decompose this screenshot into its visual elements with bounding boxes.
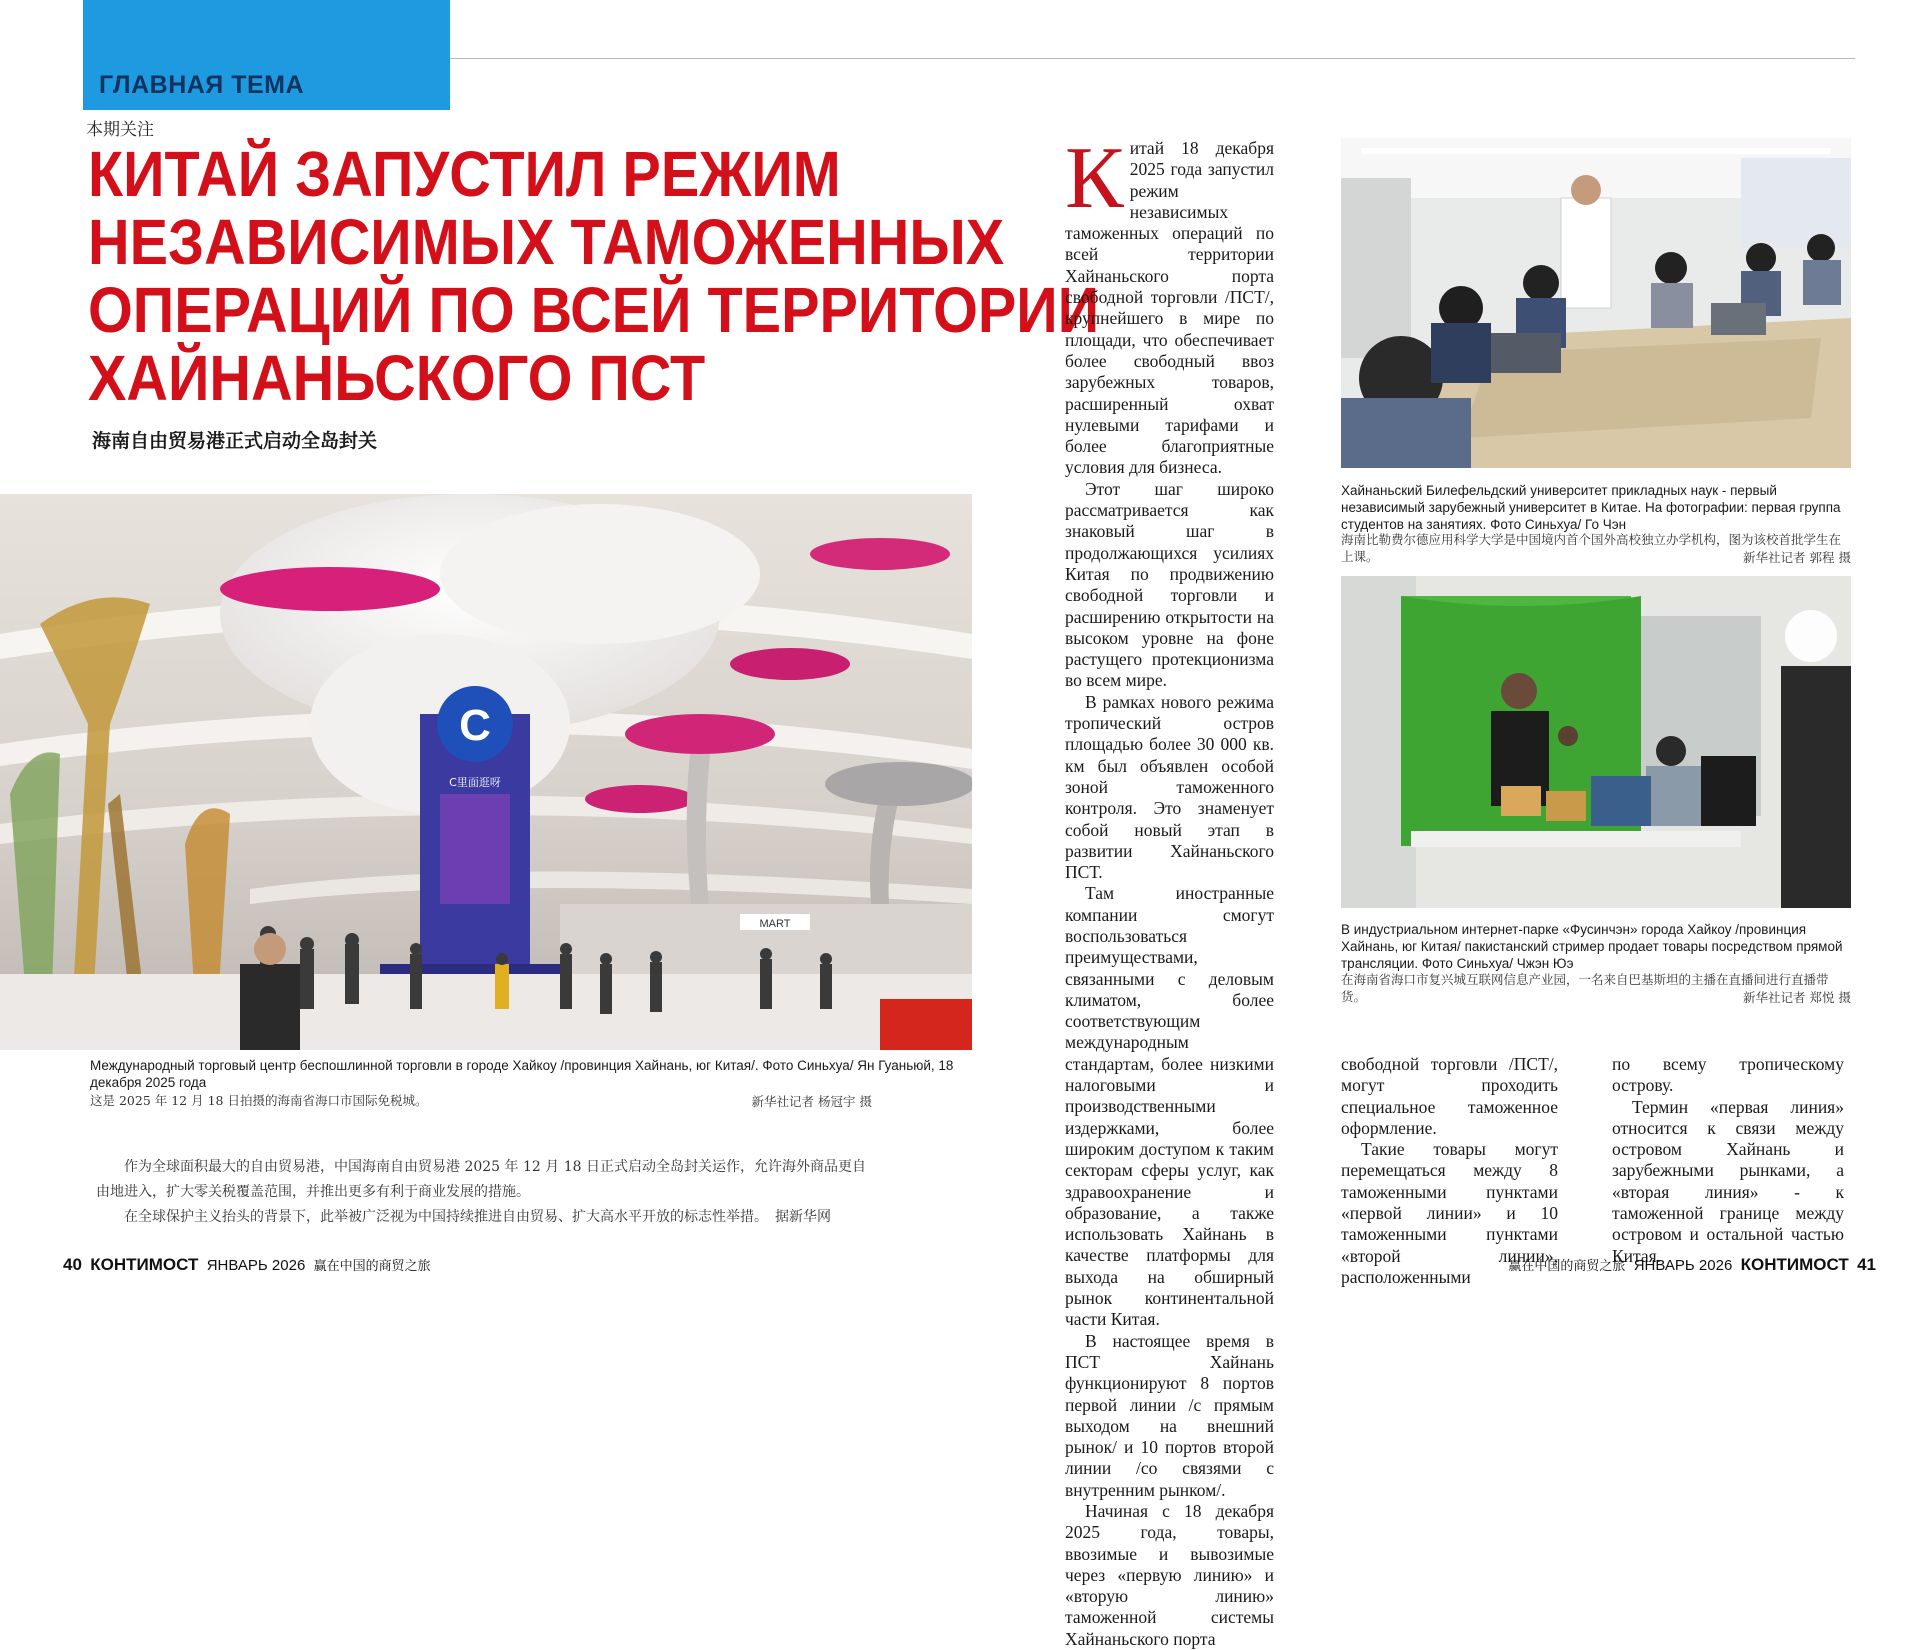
article-column-1 [1065, 130, 1274, 1650]
article-paragraph: Такие товары могут перемещаться между 8 таможенными пунктами «первой линии» и 10 таможенными пунктами «второй линии», расположенными [1341, 1139, 1558, 1287]
brand-right: КОНТИМОСТ [1740, 1255, 1849, 1274]
article-paragraph: Начиная с 18 декабря 2025 года, товары, ввозимые и вывозимые через «первую линию» и «вторую линию» таможенной системы Хайнаньского порта [1065, 1501, 1274, 1649]
headline-line: ХАЙНАНЬСКОГО ПСТ [88, 342, 706, 414]
main-photo-caption: Международный торговый центр беспошлинной торговли в городе Хайкоу /провинция Хайнань, юг Китая/. Фото Синьхуа/ Ян Гуаньюй, 18 декабря 2025 года [90, 1058, 954, 1090]
subtitle-cn: 海南自由贸易港正式启动全岛封关 [92, 430, 378, 452]
brand-left: КОНТИМОСТ [90, 1255, 199, 1274]
article-paragraph: Там иностранные компании смогут воспользоваться преимуществами, связанными с деловым климатом, более соответствующим международным стандартам, более низкими налоговыми и производственными издержками, более широким доступом к таким секторам сферы услуг, как здравоохранение и образование, а также использовать Хайнань в качестве платформы для выхода на обширный рынок континентальной части Китая. [1065, 883, 1274, 1330]
article-paragraph: В рамках нового режима тропический остров площадью более 30 000 кв. км был объявлен особой зоной таможенного контроля. Это знаменует собой новый этап в развитии Хайнаньского ПСТ. [1065, 691, 1274, 883]
photo-classroom-caption: Хайнаньский Билефельдский университет прикладных наук - первый независимый зарубежный университет в Китае. На фотографии: первая группа студентов на занятиях. Фото Синьхуа/ Го Чэн [1341, 483, 1841, 532]
cn-summary-paragraph: 在全球保护主义抬头的背景下，此举被广泛视为中国持续推进自由贸易、扩大高水平开放的标志性举措。 据新华网 [124, 1209, 831, 1225]
cn-summary [96, 1155, 878, 1230]
slogan-left: 赢在中国的商贸之旅 [313, 1259, 431, 1274]
page-number-right: 41 [1857, 1255, 1876, 1274]
issue-right: ЯНВАРЬ 2026 [1633, 1257, 1733, 1274]
sign-tower-logo: C [459, 701, 491, 750]
photo-streamer [1341, 576, 1851, 908]
article-paragraph: свободной торговли /ПСТ/, могут проходить специальное таможенное оформление. [1341, 1054, 1558, 1138]
main-photo-caption-cn: 这是 2025 年 12 月 18 日拍摄的海南省海口市国际免税城。 [90, 1093, 428, 1108]
section-title-cn: 本期关注 [86, 120, 154, 140]
main-photo-credit: 新华社记者 杨冠宇 摄 [751, 1094, 872, 1109]
issue-left: ЯНВАРЬ 2026 [206, 1257, 306, 1274]
headline-line: КИТАЙ ЗАПУСТИЛ РЕЖИМ [88, 138, 841, 210]
article-paragraph-text: итай 18 декабря 2025 года запустил режим независимых таможенных операций по всей территории Хайнаньского порта свободной торговли /ПСТ/, крупнейшего в мире по площади, что обеспечивает более свободный ввоз зарубежных товаров, расширенный охват нулевыми тарифами и более благоприятные условия для бизнеса. [1065, 138, 1274, 478]
footer-left [63, 1255, 431, 1275]
article-paragraph: Этот шаг широко рассматривается как знаковый шаг в продолжающихся усилиях Китая по продвижению свободной торговли и расширению открытости на высоком уровне на фоне растущего протекционизма во всем мире. [1065, 478, 1274, 691]
photo-classroom-credit: 新华社记者 郭程 摄 [1743, 550, 1851, 565]
article-paragraph: В настоящее время в ПСТ Хайнань функционируют 8 портов первой линии /с прямым выходом на внешний рынок/ и 10 портов второй линии /со связями с внутренним рынком/. [1065, 1330, 1274, 1500]
article-column-2 [1341, 1054, 1558, 1288]
photo-classroom-caption-cn: 海南比勒费尔德应用科学大学是中国境内首个国外高校独立办学机构，图为该校首批学生在上课。 [1341, 532, 1842, 564]
main-photo-mall [0, 494, 972, 1050]
sign-tower-text: C里面逛呀 [449, 776, 501, 789]
article-paragraph: по всему тропическому острову. [1612, 1054, 1844, 1096]
drop-cap: К [1065, 130, 1124, 227]
photo-classroom [1341, 138, 1851, 468]
article-paragraph: Термин «первая линия» относится к связи между островом Хайнань и зарубежными рынками, а «вторая линия» - к таможенной границе между островом и остальной частью Китая. [1612, 1096, 1844, 1266]
section-title: ГЛАВНАЯ ТЕМА [99, 71, 305, 99]
top-rule [450, 58, 1855, 59]
headline-line: ОПЕРАЦИЙ ПО ВСЕЙ ТЕРРИТОРИИ [88, 274, 1100, 346]
page-number-left: 40 [63, 1255, 82, 1274]
cn-summary-paragraph: 作为全球面积最大的自由贸易港，中国海南自由贸易港 2025 年 12 月 18 日正式启动全岛封关运作，允许海外商品更自由地进入，扩大零关税覆盖范围，并推出更多有利于商业发展的措施。 [96, 1159, 866, 1200]
photo-streamer-caption-cn: 在海南省海口市复兴城互联网信息产业园，一名来自巴基斯坦的主播在直播间进行直播带货。 [1341, 972, 1829, 1004]
photo-streamer-credit: 新华社记者 郑悦 摄 [1743, 990, 1851, 1005]
headline-line: НЕЗАВИСИМЫХ ТАМОЖЕННЫХ [88, 206, 1005, 278]
headline [88, 138, 1100, 414]
sign-store: MART [759, 918, 791, 930]
article-paragraph [1065, 130, 1274, 479]
section-banner [83, 0, 450, 110]
slogan-right: 赢在中国的商贸之旅 [1508, 1259, 1626, 1274]
footer-right [1508, 1255, 1876, 1275]
article-column-3 [1612, 1054, 1844, 1267]
photo-streamer-caption: В индустриальном интернет-парке «Фусинчэн» города Хайкоу /провинция Хайнань, юг Китая/ пакистанский стример продает товары посредством прямой трансляции. Фото Синьхуа/ Чжэн Юэ [1341, 922, 1843, 971]
